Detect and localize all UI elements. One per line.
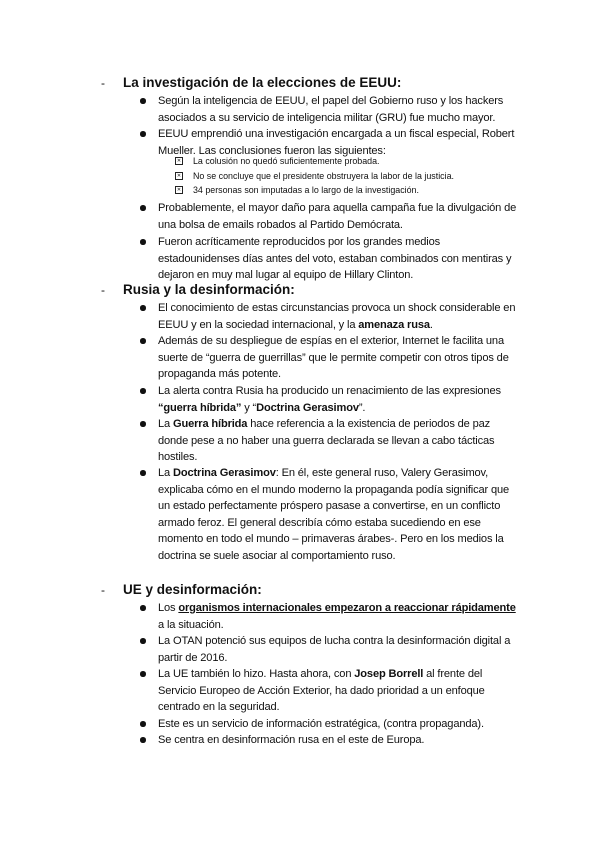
text-run: ”. bbox=[358, 401, 366, 414]
sub-list-item-text: La colusión no quedó suficientemente probada. bbox=[193, 156, 380, 166]
bullet-icon bbox=[140, 388, 146, 394]
bold-run: Guerra híbrida bbox=[172, 418, 248, 430]
bold-run: Doctrina Gerasimov bbox=[172, 467, 276, 479]
bullet-icon bbox=[140, 421, 146, 427]
text-run: y “ bbox=[241, 401, 257, 414]
text-run: La UE también lo hizo. Hasta ahora, con bbox=[158, 668, 355, 680]
bullet-icon bbox=[140, 737, 146, 743]
text-run: Los bbox=[158, 602, 179, 614]
section-heading: UE y desinformación: bbox=[123, 582, 262, 597]
bold-underline-run: organismos internacionales empezaron a reaccionar rápidamente bbox=[178, 602, 516, 614]
list-item-text bbox=[158, 465, 520, 564]
list-item-text bbox=[158, 416, 520, 466]
text-run: . bbox=[429, 318, 433, 331]
text-run: Se centra en desinformación rusa en el este de Europa. bbox=[158, 734, 425, 746]
bold-run: amenaza rusa bbox=[358, 318, 430, 331]
sub-list-item-text: No se concluye que el presidente obstruyera la labor de la justicia. bbox=[193, 171, 454, 181]
bullet-icon bbox=[140, 470, 146, 476]
list-item-text bbox=[158, 732, 520, 749]
sub-list-item bbox=[0, 170, 600, 184]
text-run: La OTAN potenció sus equipos de lucha contra la desinformación digital a partir de 2016. bbox=[158, 635, 511, 664]
list-item-text bbox=[158, 93, 520, 126]
section-heading: La investigación de la elecciones de EEUU: bbox=[123, 75, 402, 90]
list-item-text bbox=[158, 383, 520, 416]
list-item-text bbox=[158, 716, 520, 733]
bold-run: Doctrina Gerasimov bbox=[256, 401, 359, 414]
sub-list-item-text: 34 personas son imputadas a lo largo de la investigación. bbox=[193, 185, 419, 195]
list-item-text bbox=[158, 600, 520, 633]
bullet-icon bbox=[140, 131, 146, 137]
text-run: La bbox=[158, 467, 173, 479]
bullet-icon bbox=[140, 338, 146, 344]
list-item-text bbox=[158, 200, 520, 233]
text-run: La alerta contra Rusia ha producido un renacimiento de las expresiones bbox=[158, 385, 501, 397]
bullet-icon bbox=[140, 98, 146, 104]
bullet-icon bbox=[140, 671, 146, 677]
bullet-icon bbox=[140, 721, 146, 727]
text-run: Además de su despliegue de espías en el exterior, Internet le facilita una suerte de “guerra de guerrillas” que le permite competir con otros tipos de propaganda más potente. bbox=[158, 335, 509, 380]
list-item-text bbox=[158, 633, 520, 666]
section-dash: - bbox=[101, 76, 105, 90]
text-run: Este es un servicio de información estratégica, (contra propaganda). bbox=[158, 718, 484, 730]
section-heading: Rusia y la desinformación: bbox=[123, 282, 295, 297]
text-run: a la situación. bbox=[158, 618, 224, 631]
checkbox-square-icon: ✕ bbox=[176, 173, 182, 179]
sub-list-item bbox=[0, 155, 600, 169]
bullet-icon bbox=[140, 239, 146, 245]
bullet-icon bbox=[140, 605, 146, 611]
checkbox-square-icon: ✕ bbox=[176, 158, 182, 164]
bullet-icon bbox=[140, 305, 146, 311]
sub-list-item bbox=[0, 184, 600, 198]
text-run: hace referencia a la existencia de periodos de paz donde pese a no haber una guerra declarada se llevan a cabo tácticas hostiles. bbox=[158, 418, 495, 463]
bullet-icon bbox=[140, 638, 146, 644]
section-dash: - bbox=[101, 583, 105, 597]
text-run: La bbox=[158, 418, 173, 430]
text-run: El conocimiento de estas circunstancias provoca un shock considerable en EEUU y en la sociedad internacional, y la bbox=[158, 302, 516, 331]
list-item-text bbox=[158, 234, 520, 284]
text-run: Probablemente, el mayor daño para aquella campaña fue la divulgación de una bolsa de emails robados al Partido Demócrata. bbox=[158, 202, 517, 231]
text-run: EEUU emprendió una investigación encargada a un fiscal especial, Robert Mueller. Las conclusiones fueron las siguientes: bbox=[158, 128, 515, 157]
checkbox-square-icon: ✕ bbox=[176, 187, 182, 193]
text-run: al frente del Servicio Europeo de Acción Exterior, ha dado prioridad a un enfoque centrado en la seguridad. bbox=[158, 668, 485, 713]
text-run: Fueron acríticamente reproducidos por los grandes medios estadounidenses días antes del voto, estaban combinados con mentiras y dejaron en muy mal lugar al equipo de Hillary Clinton. bbox=[158, 236, 512, 281]
bullet-icon bbox=[140, 205, 146, 211]
bold-run: “guerra híbrida” bbox=[158, 401, 242, 414]
text-run: : En él, este general ruso, Valery Gerasimov, explicaba cómo en el mundo moderno la propaganda podía significar que un estado perfectamente próspero pasase a convertirse, en un conflicto armado feroz. El general describía cómo estaba sucediendo en ese momento en todo el mundo – primaveras árabes-. Pero en los medios la doctrina se suele asociar al comportamiento ruso. bbox=[158, 467, 510, 562]
list-item-text bbox=[158, 666, 520, 716]
section-dash: - bbox=[101, 283, 105, 297]
list-item-text bbox=[158, 333, 520, 383]
bold-run: Josep Borrell bbox=[354, 668, 424, 680]
text-run: Según la inteligencia de EEUU, el papel del Gobierno ruso y los hackers asociados a su servicio de inteligencia militar (GRU) fue mucho mayor. bbox=[158, 95, 504, 124]
list-item-text bbox=[158, 300, 520, 333]
